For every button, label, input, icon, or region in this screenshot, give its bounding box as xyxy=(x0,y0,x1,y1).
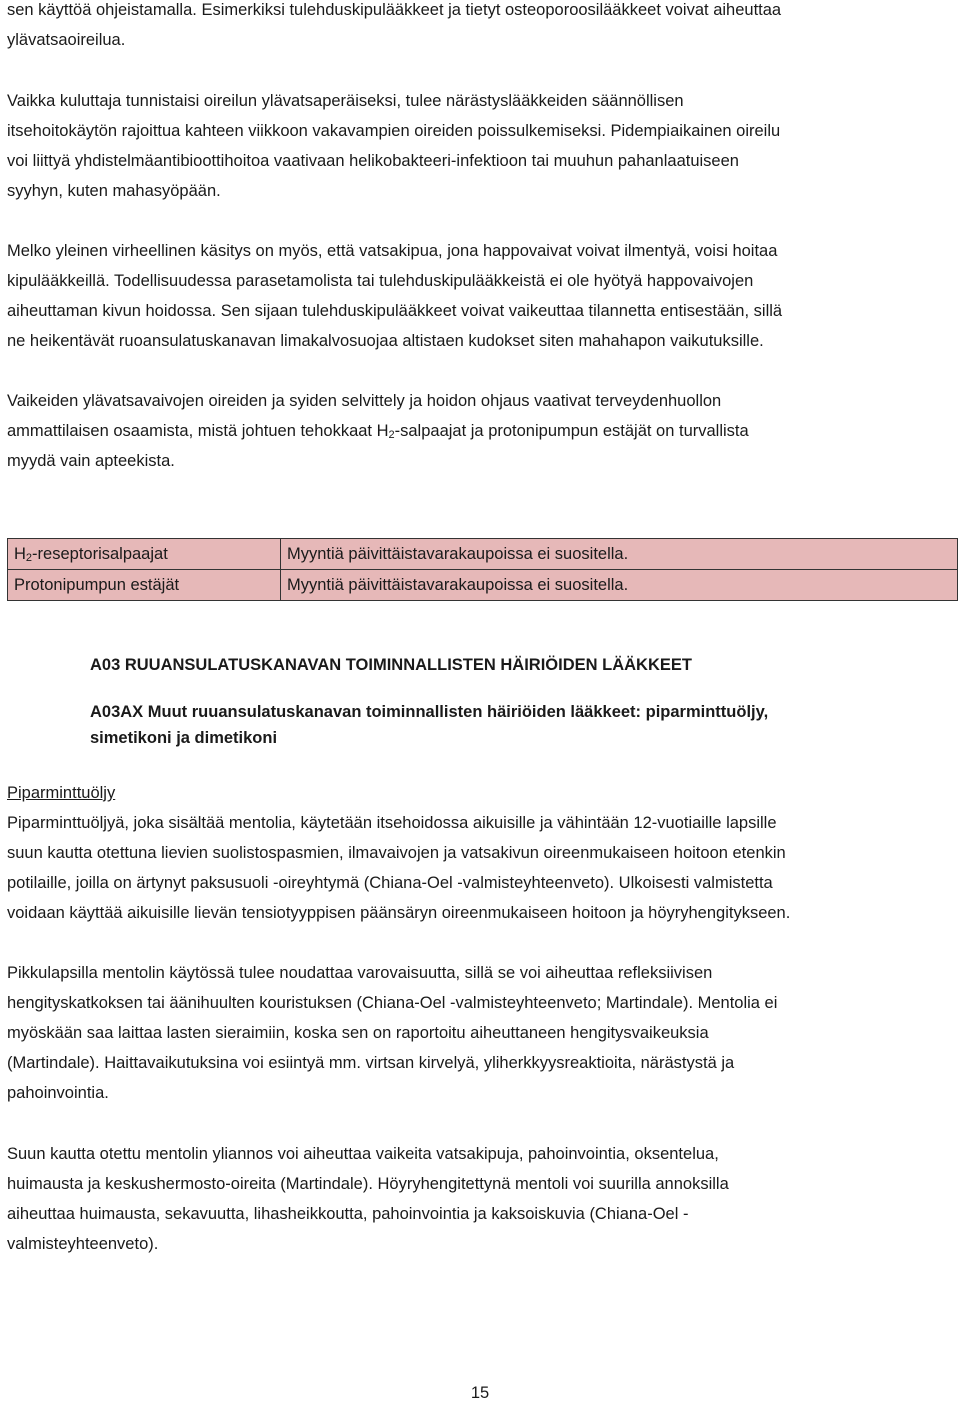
subscript: 2 xyxy=(388,429,395,441)
paragraph-intro xyxy=(7,0,953,55)
text-line: aiheuttaman kivun hoidossa. Sen sijaan tulehduskipulääkkeet voivat vaikeuttaa tilannetta entisestään, sillä xyxy=(7,302,783,320)
table-row xyxy=(8,570,958,601)
text-line: potilaille, joilla on ärtynyt paksusuoli -oireyhtymä (Chiana-Oel -valmisteyhteenveto). Ulkoisesti valmistetta xyxy=(7,874,773,892)
text-line xyxy=(7,416,953,446)
text-line: Piparminttuöljyä, joka sisältää mentolia, käytetään itsehoidossa aikuisille ja vähintään 12-vuotiaille lapsille xyxy=(7,814,777,832)
text-line: myydä vain apteekista. xyxy=(7,452,175,470)
text-line: simetikoni ja dimetikoni xyxy=(90,729,278,747)
paragraph-children-caution xyxy=(7,958,953,1108)
table-cell-recommendation: Myyntiä päivittäistavarakaupoissa ei suositella. xyxy=(281,570,958,601)
text-line: (Martindale). Haittavaikutuksina voi esiintyä mm. virtsan kirvelyä, yliherkkyysreaktioita, närästystä ja xyxy=(7,1054,735,1072)
table-row xyxy=(8,539,958,570)
text-segment: ammattilaisen osaamista, mistä johtuen tehokkaat H xyxy=(7,422,389,440)
text-line: sen käyttöä ohjeistamalla. Esimerkiksi tulehduskipulääkkeet ja tietyt osteoporoosilääkkeet voivat aiheuttaa xyxy=(7,1,782,19)
text-line: Vaikeiden ylävatsavaivojen oireiden ja syiden selvittely ja hoidon ohjaus vaativat terveydenhuollon xyxy=(7,392,722,410)
text-line: voi liittyä yhdistelmäantibioottihoitoa vaativaan helikobakteeri-infektioon tai muuhun pahanlaatuiseen xyxy=(7,152,739,170)
text-line: suun kautta otettuna lievien suolistospasmien, ilmavaivojen ja vatsakivun oireenmukaiseen hoitoon etenkin xyxy=(7,844,786,862)
text-line: A03AX Muut ruuansulatuskanavan toiminnallisten häiriöiden lääkkeet: piparminttuöljy, xyxy=(90,703,769,721)
paragraph-peppermint-use xyxy=(7,808,953,928)
text-line: voidaan käyttää aikuisille lievän tensiotyyppisen päänsäryn oireenmukaiseen hoitoon ja höyryhengitykseen. xyxy=(7,904,791,922)
sales-recommendation-table xyxy=(7,538,958,601)
text-line: Melko yleinen virheellinen käsitys on myös, että vatsakipua, jona happovaivat voivat ilmentyä, voisi hoitaa xyxy=(7,242,778,260)
text-line: Suun kautta otettu mentolin yliannos voi aiheuttaa vaikeita vatsakipuja, pahoinvointia, oksentelua, xyxy=(7,1145,719,1163)
text-line: itsehoitokäytön rajoittua kahteen viikkoon vakavampien oireiden poissulkemiseksi. Pidempiaikainen oireilu xyxy=(7,122,781,140)
text-line: Vaikka kuluttaja tunnistaisi oireilun ylävatsaperäiseksi, tulee närästyslääkkeiden säännöllisen xyxy=(7,92,684,110)
text-segment: -salpaajat ja protonipumpun estäjät on turvallista xyxy=(394,422,749,440)
table-cell-drug-group xyxy=(8,539,281,570)
table-cell-drug-group: Protonipumpun estäjät xyxy=(8,570,281,601)
subscript: 2 xyxy=(25,552,33,564)
text-line: huimausta ja keskushermosto-oireita (Martindale). Höyryhengitettynä mentoli voi suurilla annoksilla xyxy=(7,1175,729,1193)
paragraph-misconception xyxy=(7,236,953,356)
text-line: Pikkulapsilla mentolin käytössä tulee noudattaa varovaisuutta, sillä se voi aiheuttaa refleksiivisen xyxy=(7,964,713,982)
paragraph-pharmacy-only xyxy=(7,386,953,476)
text-line: ne heikentävät ruoansulatuskanavan limakalvosuojaa altistaen kudokset siten mahahapon vaikutuksille. xyxy=(7,332,764,350)
text-line: aiheuttaa huimausta, sekavuutta, lihasheikkoutta, pahoinvointia ja kaksoiskuvia (Chiana-Oel - xyxy=(7,1205,689,1223)
text-line: kipulääkkeillä. Todellisuudessa parasetamolista tai tulehduskipulääkkeistä ei ole hyötyä happovaivojen xyxy=(7,272,754,290)
text-segment: -reseptorisalpaajat xyxy=(32,545,168,563)
section-heading-a03ax xyxy=(90,697,768,753)
text-line: hengityskatkoksen tai äänihuulten kouristuksen (Chiana-Oel -valmisteyhteenveto; Martindale). Mentolia ei xyxy=(7,994,778,1012)
paragraph-self-care-limit xyxy=(7,86,953,206)
paragraph-overdose xyxy=(7,1139,953,1259)
text-segment: H xyxy=(14,545,26,563)
section-heading-a03: A03 RUUANSULATUSKANAVAN TOIMINNALLISTEN HÄIRIÖIDEN LÄÄKKEET xyxy=(90,656,692,674)
page-number: 15 xyxy=(470,1384,490,1402)
text-line: myöskään saa laittaa lasten sieraimiin, koska sen on raportoitu aiheuttaneen hengitysvaikeuksia xyxy=(7,1024,709,1042)
text-line: pahoinvointia. xyxy=(7,1084,109,1102)
text-line: syyhyn, kuten mahasyöpään. xyxy=(7,182,221,200)
table-cell-recommendation: Myyntiä päivittäistavarakaupoissa ei suositella. xyxy=(281,539,958,570)
text-line: valmisteyhteenveto). xyxy=(7,1235,159,1253)
text-line: ylävatsaoireilua. xyxy=(7,31,126,49)
subheading-piparminttuoljy: Piparminttuöljy xyxy=(7,784,116,802)
